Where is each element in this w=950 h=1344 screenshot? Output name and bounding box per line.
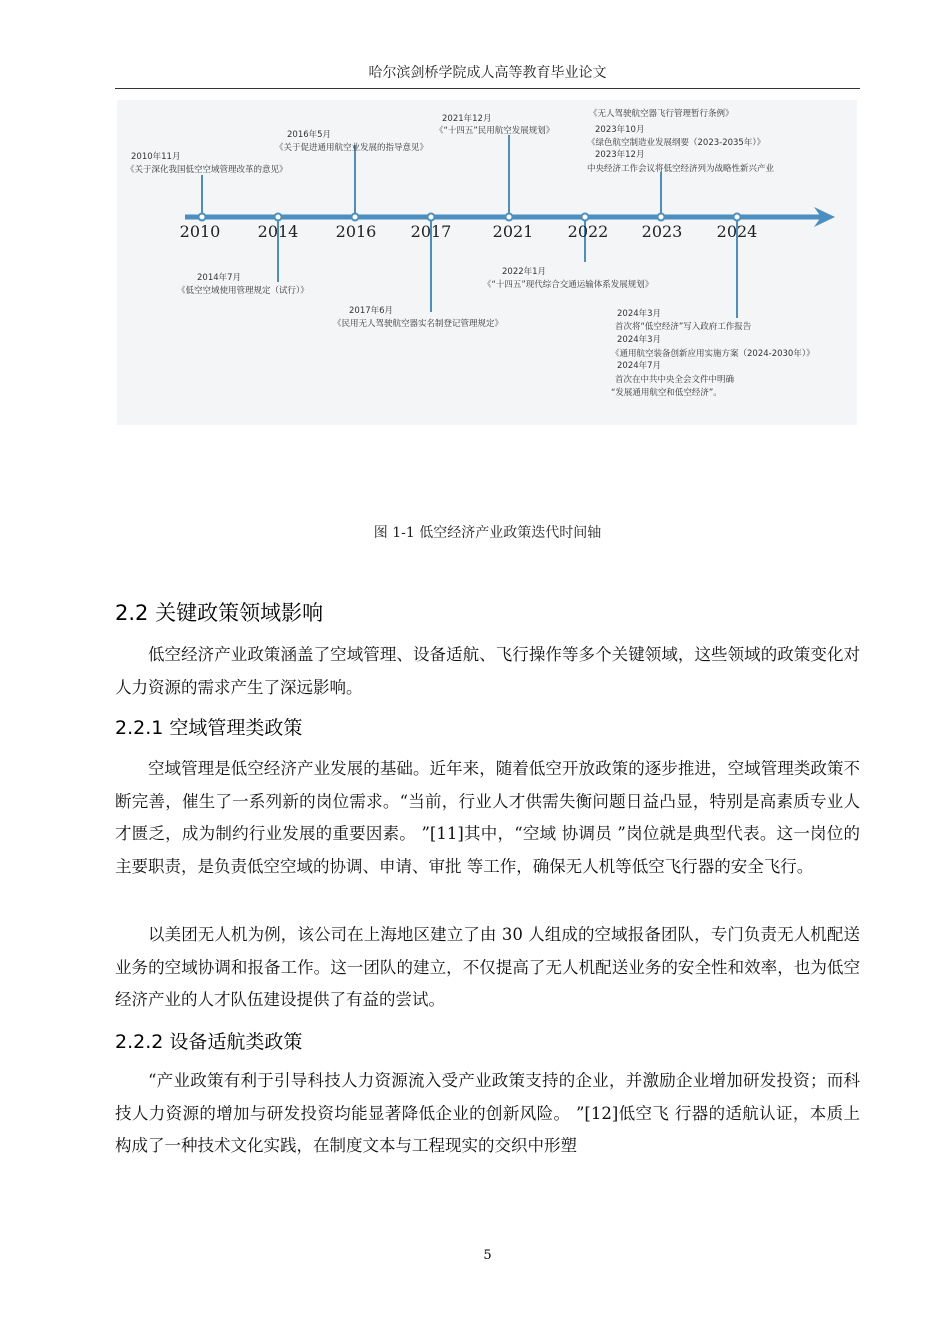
- event-2023-title-3: 中央经济工作会议将低空经济列为战略性新兴产业: [587, 164, 775, 174]
- event-2024-title-1: 首次将“低空经济”写入政府工作报告: [615, 322, 752, 332]
- event-2023-date-2: 2023年10月: [595, 125, 645, 135]
- year-label-2023: 2023: [641, 222, 683, 241]
- year-label-2014: 2014: [257, 222, 299, 241]
- dot-2010: [199, 214, 206, 221]
- event-2023-title-1: 《无人驾驶航空器飞行管理暂行条例》: [589, 109, 734, 119]
- page-number: 5: [483, 1248, 492, 1263]
- event-2024-title-2: 《通用航空装备创新应用实施方案（2024-2030年）》: [611, 349, 815, 359]
- year-label-2024: 2024: [716, 222, 758, 241]
- year-label-2010: 2010: [179, 222, 221, 241]
- event-2010-title: 《关于深化我国低空空域管理改革的意见》: [126, 165, 288, 175]
- dot-2024: [734, 214, 741, 221]
- section-heading-2-2: 2.2 关键政策领域影响: [115, 601, 324, 625]
- event-2010-date: 2010年11月: [131, 152, 181, 162]
- dot-2023: [658, 214, 665, 221]
- event-2023-date-3: 2023年12月: [595, 150, 645, 160]
- figure-caption: 图 1-1 低空经济产业政策迭代时间轴: [373, 525, 602, 541]
- paragraph: 空域管理是低空经济产业发展的基础。近年来，随着低空开放政策的逐步推进，空域管理类政策不断完善，催生了一系列新的岗位需求。“当前，行业人才供需失衡问题日益凸显，特别是高素质专业人才匮乏，成为制约行业发展的重要因素。 ”[11]其中，“空域 协调员 ”岗位就是典型代表。这一岗位的主要职责，是负责低空空域的协调、申请、审批 等工作，确保无人机等低空飞行器的安全飞行。: [115, 759, 860, 876]
- event-2017-date: 2017年6月: [349, 306, 394, 316]
- dot-2016: [352, 214, 359, 221]
- event-2021-date: 2021年12月: [442, 114, 492, 124]
- dot-2014: [275, 214, 282, 221]
- dot-2022: [582, 214, 589, 221]
- year-label-2016: 2016: [335, 222, 377, 241]
- section-heading-2-2-2: 2.2.2 设备适航类政策: [115, 1031, 303, 1053]
- dot-2017: [428, 214, 435, 221]
- event-2014-date: 2014年7月: [197, 273, 242, 283]
- event-2016-title: 《关于促进通用航空业发展的指导意见》: [275, 143, 429, 153]
- event-2024-date-2: 2024年3月: [617, 335, 662, 345]
- event-2024-date-3: 2024年7月: [617, 361, 662, 371]
- event-2024-title-3: 首次在中共中央全会文件中明确: [615, 375, 735, 385]
- section-heading-2-2-1: 2.2.1 空域管理类政策: [115, 717, 303, 739]
- year-label-2022: 2022: [567, 222, 609, 241]
- policy-timeline-figure: [117, 100, 857, 425]
- header-rule: [115, 88, 860, 89]
- running-header: 哈尔滨剑桥学院成人高等教育毕业论文: [368, 65, 607, 81]
- event-2016-date: 2016年5月: [287, 130, 332, 140]
- event-2024-date-1: 2024年3月: [617, 309, 662, 319]
- event-2017-title: 《民用无人驾驶航空器实名制登记管理规定》: [333, 319, 504, 329]
- year-label-2021: 2021: [492, 222, 534, 241]
- timeline-svg: [117, 100, 857, 425]
- event-2024-title-4: “发展通用航空和低空经济”。: [611, 388, 722, 398]
- paragraph: 低空经济产业政策涵盖了空域管理、设备适航、飞行操作等多个关键领域，这些领域的政策变化对人力资源的需求产生了深远影响。: [115, 645, 860, 697]
- paragraph: “产业政策有利于引导科技人力资源流入受产业政策支持的企业，并激励企业增加研发投资；而科技人力资源的增加与研发投资均能显著降低企业的创新风险。 ”[12]低空飞 行器的适航认证，本质上构成了一种技术文化实践，在制度文本与工程现实的交织中形塑: [115, 1071, 860, 1155]
- event-2014-title: 《低空空域使用管理规定（试行）》: [177, 286, 309, 296]
- event-2022-date: 2022年1月: [502, 267, 547, 277]
- paragraph: 以美团无人机为例，该公司在上海地区建立了由 30 人组成的空域报备团队，专门负责无人机配送业务的空域协调和报备工作。这一团队的建立，不仅提高了无人机配送业务的安全性和效率，也为低空经济产业的人才队伍建设提供了有益的尝试。: [115, 925, 860, 1009]
- event-2023-title-2: 《绿色航空制造业发展纲要（2023-2035年）》: [587, 138, 766, 148]
- event-2021-title: 《“十四五”民用航空发展规划》: [435, 126, 555, 136]
- event-2022-title: 《“十四五”现代综合交通运输体系发展规划》: [483, 280, 654, 290]
- year-label-2017: 2017: [410, 222, 452, 241]
- dot-2021: [506, 214, 513, 221]
